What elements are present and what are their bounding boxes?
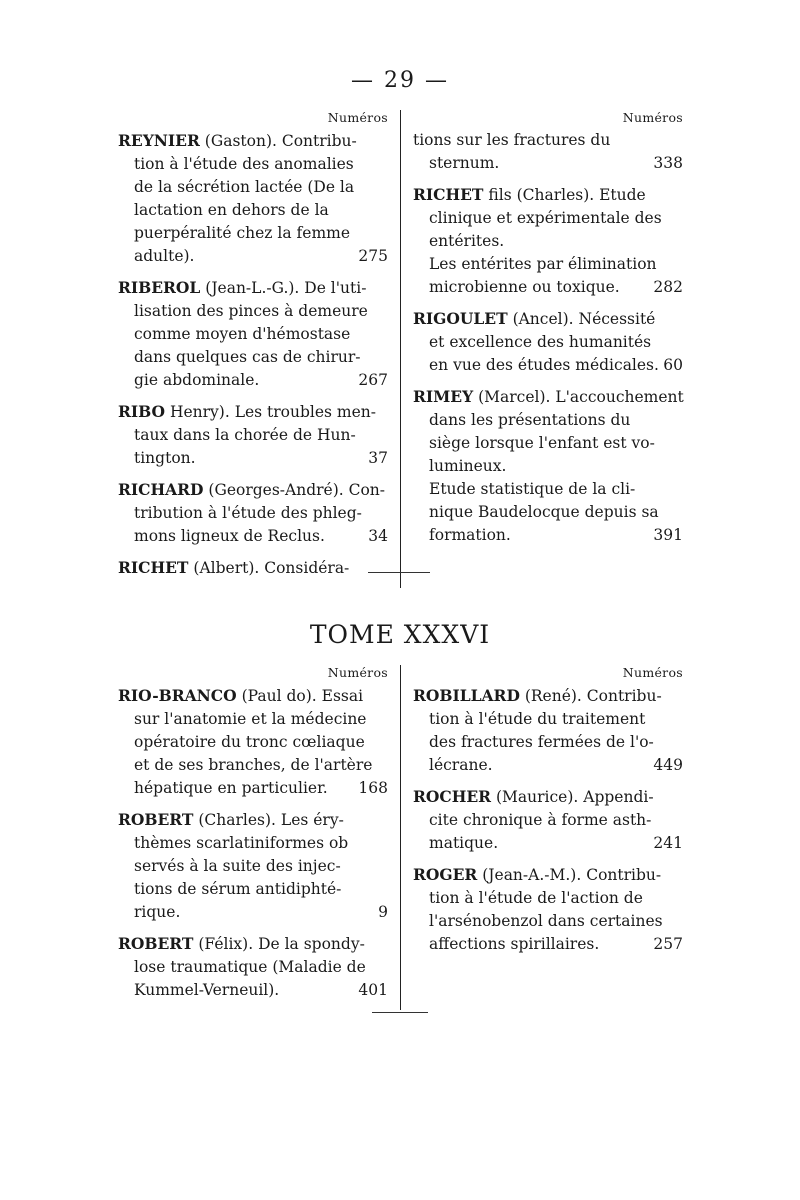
entry-line (118, 731, 388, 754)
entry-text: lactation en dehors de la (134, 201, 329, 219)
entry-number: 34 (368, 527, 388, 545)
entry-text: Henry). Les troubles men- (165, 403, 377, 421)
index-entry (118, 556, 388, 580)
index-entry (413, 129, 683, 175)
entry-text: adulte). (134, 247, 195, 265)
index-entry (118, 808, 388, 924)
entry-line (118, 276, 388, 300)
right-column (401, 665, 683, 1010)
entry-line (413, 731, 683, 754)
entry-line (118, 199, 388, 222)
entry-line (413, 385, 683, 409)
entry-line (118, 901, 388, 924)
entry-text: (Maurice). Appendi- (491, 788, 654, 806)
index-entry (413, 307, 683, 377)
entry-line (118, 956, 388, 979)
entry-text: (Georges-André). Con- (203, 481, 386, 499)
numeros-label: Numéros (327, 665, 388, 680)
entry-line (413, 183, 683, 207)
entry-number: 60 (663, 356, 683, 374)
entry-text: (Félix). De la spondy- (193, 935, 365, 953)
left-column (118, 110, 401, 588)
entry-line (118, 323, 388, 346)
entry-line (413, 809, 683, 832)
entry-line (118, 808, 388, 832)
entry-text: de la sécrétion lactée (De la (134, 178, 355, 196)
entry-text: tribution à l'étude des phleg- (134, 504, 362, 522)
entry-line (118, 832, 388, 855)
entry-text: l'arsénobenzol dans certaines (429, 912, 663, 930)
entry-text: (Gaston). Contribu- (199, 132, 357, 150)
entry-line (413, 910, 683, 933)
entry-text: mons ligneux de Reclus. (134, 527, 325, 545)
index-entry (413, 385, 683, 547)
entry-line (413, 478, 683, 501)
entry-line (118, 129, 388, 153)
entry-text: lécrane. (429, 756, 493, 774)
entry-number: 257 (653, 935, 683, 953)
author-name: RIO-BRANCO (118, 686, 237, 705)
entry-number: 282 (653, 278, 683, 296)
entry-text: siège lorsque l'enfant est vo- (429, 434, 655, 452)
entry-line (118, 754, 388, 777)
entry-line (413, 455, 683, 478)
entry-text: entérites. (429, 232, 505, 250)
entry-text: (Ancel). Nécessité (507, 310, 656, 328)
numeros-label: Numéros (622, 110, 683, 125)
left-column (118, 665, 401, 1010)
entry-text: clinique et expérimentale des (429, 209, 662, 227)
entry-line (118, 176, 388, 199)
entry-line (413, 253, 683, 276)
entry-text: lumineux. (429, 457, 507, 475)
author-name: RIGOULET (413, 309, 508, 328)
entry-text: tions de sérum antidiphté- (134, 880, 342, 898)
entry-line (118, 525, 388, 548)
index-entry (118, 276, 388, 392)
entry-line (118, 979, 388, 1002)
entry-line (413, 785, 683, 809)
index-entry (118, 478, 388, 548)
entry-text: lisation des pinces à demeure (134, 302, 368, 320)
entry-line (413, 354, 683, 377)
author-name: RIBO (118, 402, 166, 421)
page-number: — 29 — (351, 68, 449, 93)
entry-line (413, 331, 683, 354)
entry-number: 267 (358, 371, 388, 389)
entry-line (413, 684, 683, 708)
entry-line (413, 207, 683, 230)
entry-text: tion à l'étude des anomalies (134, 155, 354, 173)
entry-text: (Charles). Les éry- (193, 811, 344, 829)
entry-line (413, 863, 683, 887)
entry-text: formation. (429, 526, 511, 544)
entry-number: 9 (378, 903, 388, 921)
entry-text: sternum. (429, 154, 500, 172)
entry-line (118, 369, 388, 392)
tome-title: TOME XXXVI (309, 620, 491, 649)
entry-line (413, 129, 683, 152)
entry-line (118, 346, 388, 369)
entry-number: 401 (358, 981, 388, 999)
index-entry (118, 129, 388, 268)
author-name: RICHET (413, 185, 484, 204)
entry-text: puerpéralité chez la femme (134, 224, 351, 242)
entry-text: (Paul do). Essai (236, 687, 364, 705)
entry-text: matique. (429, 834, 499, 852)
entry-text: microbienne ou toxique. (429, 278, 620, 296)
index-entry (118, 684, 388, 800)
entry-line (118, 708, 388, 731)
entry-text: Les entérites par élimination (429, 255, 657, 273)
entry-line (118, 932, 388, 956)
entry-text: rique. (134, 903, 181, 921)
entry-line (118, 478, 388, 502)
entry-line (413, 832, 683, 855)
entry-line (118, 878, 388, 901)
entry-text: tington. (134, 449, 196, 467)
entry-number: 168 (358, 779, 388, 797)
entry-text: sur l'anatomie et la médecine (134, 710, 367, 728)
entry-line (413, 432, 683, 455)
entry-text: tions sur les fractures du (413, 131, 611, 149)
entry-line (118, 684, 388, 708)
entry-line (118, 502, 388, 525)
entry-line (413, 933, 683, 956)
section-divider (368, 572, 430, 573)
author-name: ROBERT (118, 810, 194, 829)
entry-text: dans les présentations du (429, 411, 631, 429)
entry-text: tion à l'étude de l'action de (429, 889, 643, 907)
entry-number: 338 (653, 154, 683, 172)
entry-number: 241 (653, 834, 683, 852)
entry-text: dans quelques cas de chirur- (134, 348, 361, 366)
bottom-divider (372, 1012, 428, 1013)
entry-text: fils (Charles). Etude (483, 186, 646, 204)
entry-text: (Marcel). L'accouchement (473, 388, 684, 406)
numeros-label: Numéros (622, 665, 683, 680)
entry-text: en vue des études médicales. (429, 356, 659, 374)
entry-text: hépatique en particulier. (134, 779, 328, 797)
entry-line (118, 777, 388, 800)
entry-text: servés à la suite des injec- (134, 857, 341, 875)
numeros-label: Numéros (327, 110, 388, 125)
entry-number: 449 (653, 756, 683, 774)
entry-line (118, 855, 388, 878)
entry-text: comme moyen d'hémostase (134, 325, 351, 343)
entry-text: tion à l'étude du traitement (429, 710, 646, 728)
entry-line (118, 400, 388, 424)
entry-text: (René). Contribu- (519, 687, 662, 705)
entry-text: Kummel-Verneuil). (134, 981, 280, 999)
entry-line (118, 300, 388, 323)
right-column (401, 110, 683, 588)
author-name: ROCHER (413, 787, 492, 806)
author-name: RICHET (118, 558, 189, 577)
entry-number: 37 (368, 449, 388, 467)
entry-text: et excellence des humanités (429, 333, 652, 351)
entry-text: thèmes scarlatiniformes ob (134, 834, 349, 852)
entry-line (413, 230, 683, 253)
author-name: ROBERT (118, 934, 194, 953)
index-section-2 (118, 665, 683, 1010)
author-name: RIMEY (413, 387, 474, 406)
entry-line (413, 524, 683, 547)
entry-number: 275 (358, 247, 388, 265)
entry-text: cite chronique à forme asth- (429, 811, 652, 829)
entry-line (118, 556, 388, 580)
author-name: RICHARD (118, 480, 204, 499)
entry-line (118, 153, 388, 176)
entry-text: (Jean-L.-G.). De l'uti- (200, 279, 367, 297)
entry-line (413, 307, 683, 331)
author-name: ROBILLARD (413, 686, 520, 705)
entry-line (413, 754, 683, 777)
index-entry (118, 400, 388, 470)
entry-line (413, 501, 683, 524)
entry-line (413, 276, 683, 299)
index-section-1 (118, 110, 683, 588)
entry-text: opératoire du tronc cœliaque (134, 733, 365, 751)
index-entry (413, 785, 683, 855)
index-entry (118, 932, 388, 1002)
entry-line (413, 708, 683, 731)
entry-text: lose traumatique (Maladie de (134, 958, 366, 976)
author-name: REYNIER (118, 131, 200, 150)
entry-text: et de ses branches, de l'artère (134, 756, 373, 774)
entry-number: 391 (653, 526, 683, 544)
entry-text: (Albert). Considéra- (188, 559, 350, 577)
entry-line (413, 409, 683, 432)
index-entry (413, 183, 683, 299)
entry-line (118, 245, 388, 268)
index-entry (413, 684, 683, 777)
entry-line (413, 887, 683, 910)
author-name: RIBEROL (118, 278, 201, 297)
entry-line (118, 424, 388, 447)
author-name: ROGER (413, 865, 478, 884)
entry-line (413, 152, 683, 175)
entry-text: gie abdominale. (134, 371, 260, 389)
entry-text: Etude statistique de la cli- (429, 480, 636, 498)
entry-text: (Jean-A.-M.). Contribu- (477, 866, 662, 884)
entry-text: des fractures fermées de l'o- (429, 733, 654, 751)
index-entry (413, 863, 683, 956)
entry-text: nique Baudelocque depuis sa (429, 503, 659, 521)
entry-line (118, 447, 388, 470)
entry-text: taux dans la chorée de Hun- (134, 426, 356, 444)
entry-text: affections spirillaires. (429, 935, 600, 953)
entry-line (118, 222, 388, 245)
